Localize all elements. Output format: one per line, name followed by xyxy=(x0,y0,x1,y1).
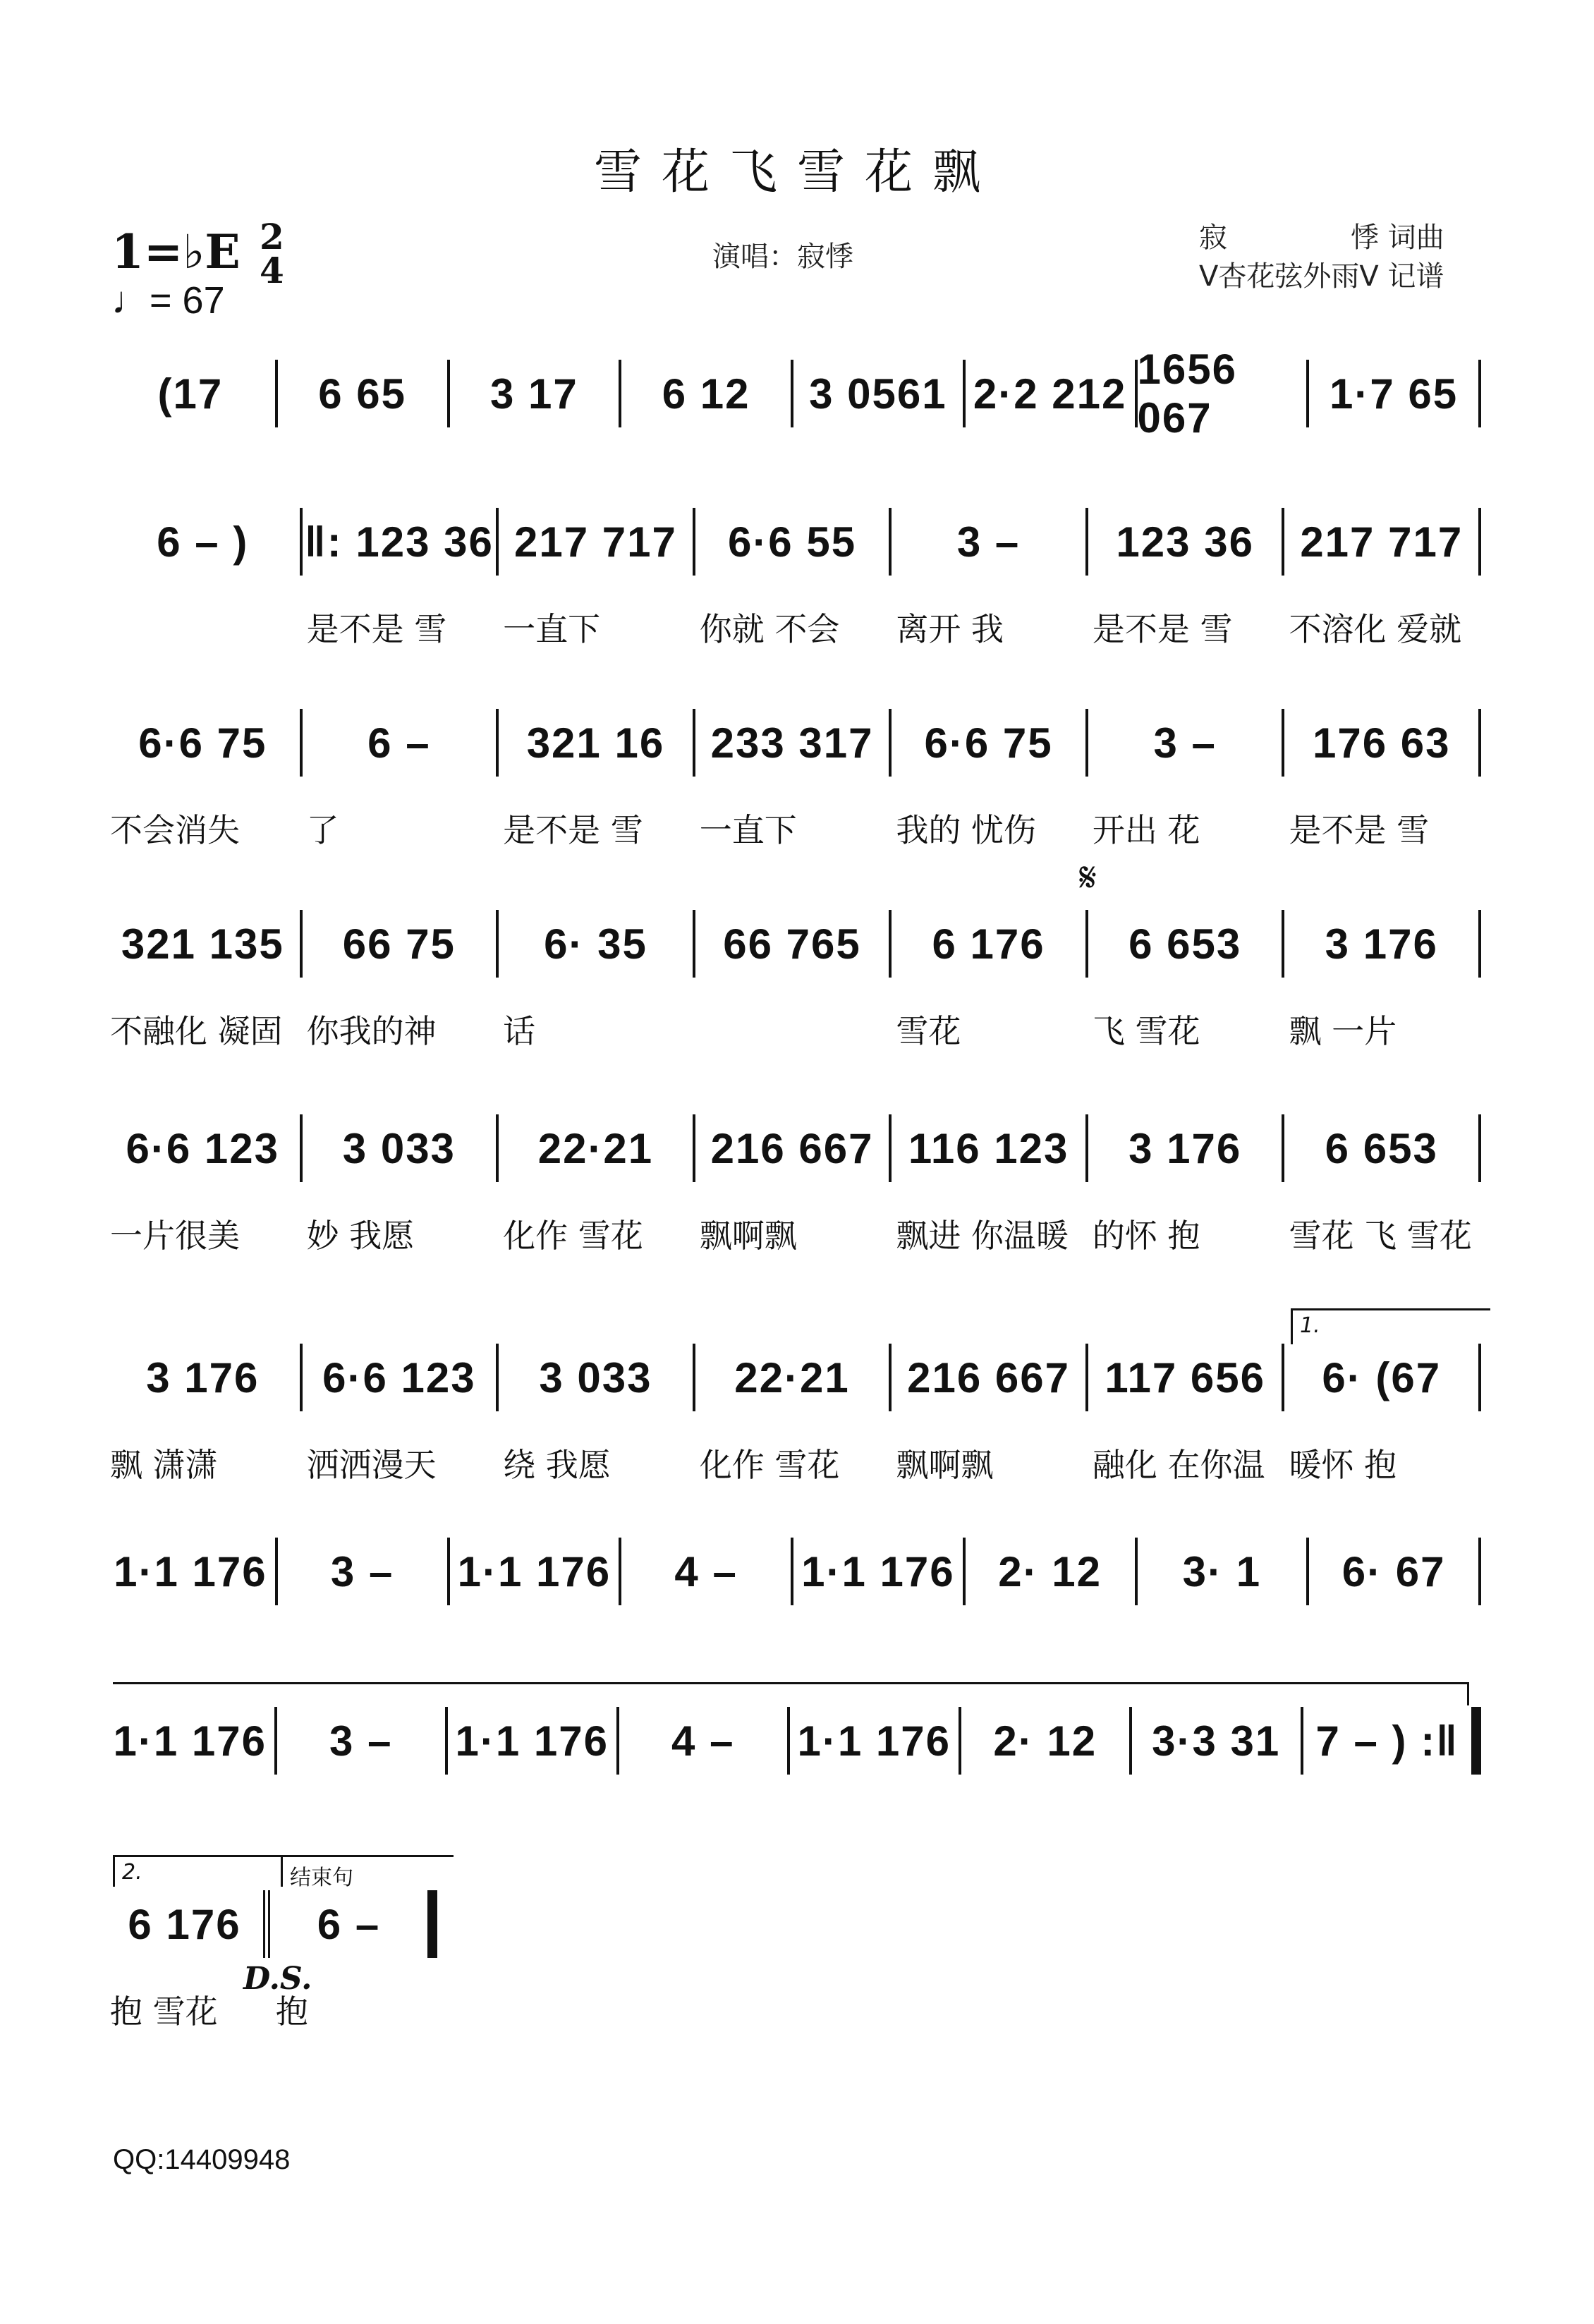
measure: 6 65 xyxy=(278,360,450,427)
singer-credit: 演唱：寂悸 xyxy=(712,241,853,273)
measure: 123 36 xyxy=(1088,508,1285,576)
measure-final: 6 – xyxy=(270,1890,437,1958)
notes-row xyxy=(106,1538,1481,1605)
lyric-text: 飘啊飘 xyxy=(699,1217,797,1255)
lyric-text: 化作 雪花 xyxy=(503,1217,643,1255)
measure: 1·1 176 xyxy=(106,1707,277,1775)
lyric-text xyxy=(106,604,303,653)
measure: 176 63 xyxy=(1284,709,1481,777)
staff-system-7 xyxy=(106,1538,1481,1605)
measure: 1·1 176 xyxy=(448,1707,619,1775)
staff-system-8 xyxy=(106,1707,1481,1775)
measure: 321 135 xyxy=(106,910,303,978)
measure: 3 – xyxy=(892,508,1088,576)
measure: 3 033 xyxy=(303,1114,499,1182)
measure: 3 – xyxy=(278,1538,450,1605)
measure: 216 667 xyxy=(892,1344,1088,1411)
lyric-text: 飘 潇潇 xyxy=(110,1446,218,1484)
lyric-text: 雪花 xyxy=(896,1012,961,1050)
lyric-text: 一直下 xyxy=(503,610,601,648)
measure: 3 033 xyxy=(499,1344,695,1411)
lyric-text: 不融化 凝固 xyxy=(110,1012,283,1050)
lyrics-row xyxy=(106,604,1481,653)
lyric-text: 抱 xyxy=(276,1993,308,2031)
measure: 1656 067 xyxy=(1138,360,1310,427)
measure: 321 16 xyxy=(499,709,695,777)
song-title: 雪花飞雪花飘 xyxy=(593,145,1000,200)
lyric-text: 飞 雪花 xyxy=(1092,1012,1200,1050)
measure: 2· 12 xyxy=(961,1707,1133,1775)
measure: 6· (67 xyxy=(1284,1344,1481,1411)
volta-1-continuation xyxy=(113,1682,1469,1705)
lyric-text: 抱 雪花 xyxy=(110,1993,218,2031)
lyric-text: 是不是 雪 xyxy=(1092,610,1233,648)
measure: ‖: 123 36 xyxy=(303,508,499,576)
measure: 6·6 55 xyxy=(695,508,892,576)
lyric-text: 暖怀 抱 xyxy=(1289,1446,1397,1484)
measure: 117 656 xyxy=(1088,1344,1285,1411)
meter-bottom: 4 xyxy=(260,250,284,291)
lyric-text: 化作 雪花 xyxy=(699,1446,840,1484)
measure: 217 717 xyxy=(499,508,695,576)
key-signature: 1=♭E xyxy=(111,224,241,279)
staff-system-4 xyxy=(106,910,1481,1055)
lyrics-row xyxy=(106,1440,1481,1489)
lyrics-row xyxy=(106,1210,1481,1260)
measure: 2· 12 xyxy=(966,1538,1138,1605)
measure-repeat-end: 7 – ) :‖ xyxy=(1303,1707,1482,1775)
lyric-text: 飘 一片 xyxy=(1289,1012,1397,1050)
measure: 1·1 176 xyxy=(106,1538,278,1605)
measure: 6·6 123 xyxy=(106,1114,303,1182)
measure: 6 176 xyxy=(892,910,1088,978)
lyric-text: 一直下 xyxy=(699,811,797,849)
measure: 66 765 xyxy=(695,910,892,978)
lyric-text: 妙 我愿 xyxy=(306,1217,415,1255)
lyric-text: 是不是 雪 xyxy=(1289,811,1430,849)
lyric-text: 我的 忧伤 xyxy=(896,811,1036,849)
staff-system-6 xyxy=(106,1344,1481,1489)
segno-sign: 𝄋 xyxy=(1079,853,1097,901)
measure: 1·1 176 xyxy=(793,1538,966,1605)
tempo-marking: ♩= 67 xyxy=(111,279,225,322)
notes-row xyxy=(106,508,1481,576)
staff-system-5 xyxy=(106,1114,1481,1260)
transcriber-credit: V杏花弦外雨V 记谱 xyxy=(1199,260,1444,293)
measure: 3 176 xyxy=(106,1344,303,1411)
lyrics-row xyxy=(106,1006,1481,1055)
measure: 1·7 65 xyxy=(1309,360,1481,427)
notes-row xyxy=(106,910,1481,978)
measure: 1·1 176 xyxy=(790,1707,961,1775)
coda-bracket: 结束句 xyxy=(281,1855,454,1887)
lyric-text: 的怀 抱 xyxy=(1092,1217,1200,1255)
lyric-text: 飘啊飘 xyxy=(896,1446,994,1484)
lyric-text: 绕 我愿 xyxy=(503,1446,611,1484)
volta-2-bracket: 2. xyxy=(113,1855,284,1887)
lyric-text: 开出 花 xyxy=(1092,811,1200,849)
measure: 6·6 123 xyxy=(303,1344,499,1411)
measure: 1·1 176 xyxy=(450,1538,622,1605)
measure: 3·3 31 xyxy=(1132,1707,1303,1775)
lyric-text: 离开 我 xyxy=(896,610,1004,648)
measure: 22·21 xyxy=(695,1344,892,1411)
notes-row xyxy=(106,1707,1481,1775)
footer-contact: QQ:14409948 xyxy=(113,2144,291,2175)
measure: 22·21 xyxy=(499,1114,695,1182)
volta-1-bracket: 1. xyxy=(1291,1308,1490,1344)
lyric-text: 不会消失 xyxy=(110,811,240,849)
staff-system-3 xyxy=(106,709,1481,854)
measure: 6 176 xyxy=(106,1890,270,1958)
notes-row xyxy=(106,1114,1481,1182)
lyric-text: 是不是 雪 xyxy=(306,610,447,648)
measure: 6 12 xyxy=(621,360,793,427)
measure: 6·6 75 xyxy=(106,709,303,777)
time-signature xyxy=(260,216,284,291)
measure: 6·6 75 xyxy=(892,709,1088,777)
measure: 3 – xyxy=(1088,709,1285,777)
lyric-text: 是不是 雪 xyxy=(503,811,643,849)
notes-row xyxy=(106,346,1481,442)
lyricist-role: 悸 词曲 xyxy=(1351,221,1444,254)
measure: 6· 67 xyxy=(1309,1538,1481,1605)
lyric-text xyxy=(695,1006,892,1055)
lyric-text: 不溶化 爱就 xyxy=(1289,610,1462,648)
lyric-text: 话 xyxy=(503,1012,536,1050)
lyrics-row xyxy=(106,805,1481,854)
measure: 6 653 xyxy=(1088,910,1285,978)
measure: 216 667 xyxy=(695,1114,892,1182)
lyric-text: 洒洒漫天 xyxy=(306,1446,437,1484)
meter-top: 2 xyxy=(260,216,284,257)
measure: 3 176 xyxy=(1284,910,1481,978)
lyricist-name: 寂 xyxy=(1199,221,1227,254)
lyric-text: 飘进 你温暖 xyxy=(896,1217,1069,1255)
measure: 6 – xyxy=(303,709,499,777)
lyric-text: 你我的神 xyxy=(306,1012,437,1050)
measure: 116 123 xyxy=(892,1114,1088,1182)
lyric-text: 了 xyxy=(306,811,339,849)
measure: 233 317 xyxy=(695,709,892,777)
lyric-text: 雪花 飞 雪花 xyxy=(1289,1217,1472,1255)
measure: 3 0561 xyxy=(793,360,966,427)
lyric-text: 一片很美 xyxy=(110,1217,240,1255)
measure: 3· 1 xyxy=(1138,1538,1310,1605)
lyric-text: 融化 在你温 xyxy=(1092,1446,1265,1484)
notes-row xyxy=(106,1344,1481,1411)
measure: 6 653 xyxy=(1284,1114,1481,1182)
dal-segno-mark: D.S. xyxy=(243,1961,312,1997)
measure: 6· 35 xyxy=(499,910,695,978)
notes-row xyxy=(106,709,1481,777)
measure: 217 717 xyxy=(1284,508,1481,576)
measure: 4 – xyxy=(621,1538,793,1605)
lyric-text: 你就 不会 xyxy=(699,610,840,648)
notes-row xyxy=(106,1890,437,1958)
measure: 3 176 xyxy=(1088,1114,1285,1182)
measure: 66 75 xyxy=(303,910,499,978)
measure: (17 xyxy=(106,360,278,427)
measure: 4 – xyxy=(619,1707,791,1775)
staff-system-1 xyxy=(106,346,1481,442)
staff-system-2 xyxy=(106,508,1481,653)
measure: 3 17 xyxy=(450,360,622,427)
measure: 3 – xyxy=(277,1707,449,1775)
measure: 6 – ) xyxy=(106,508,303,576)
measure: 2·2 212 xyxy=(966,360,1138,427)
